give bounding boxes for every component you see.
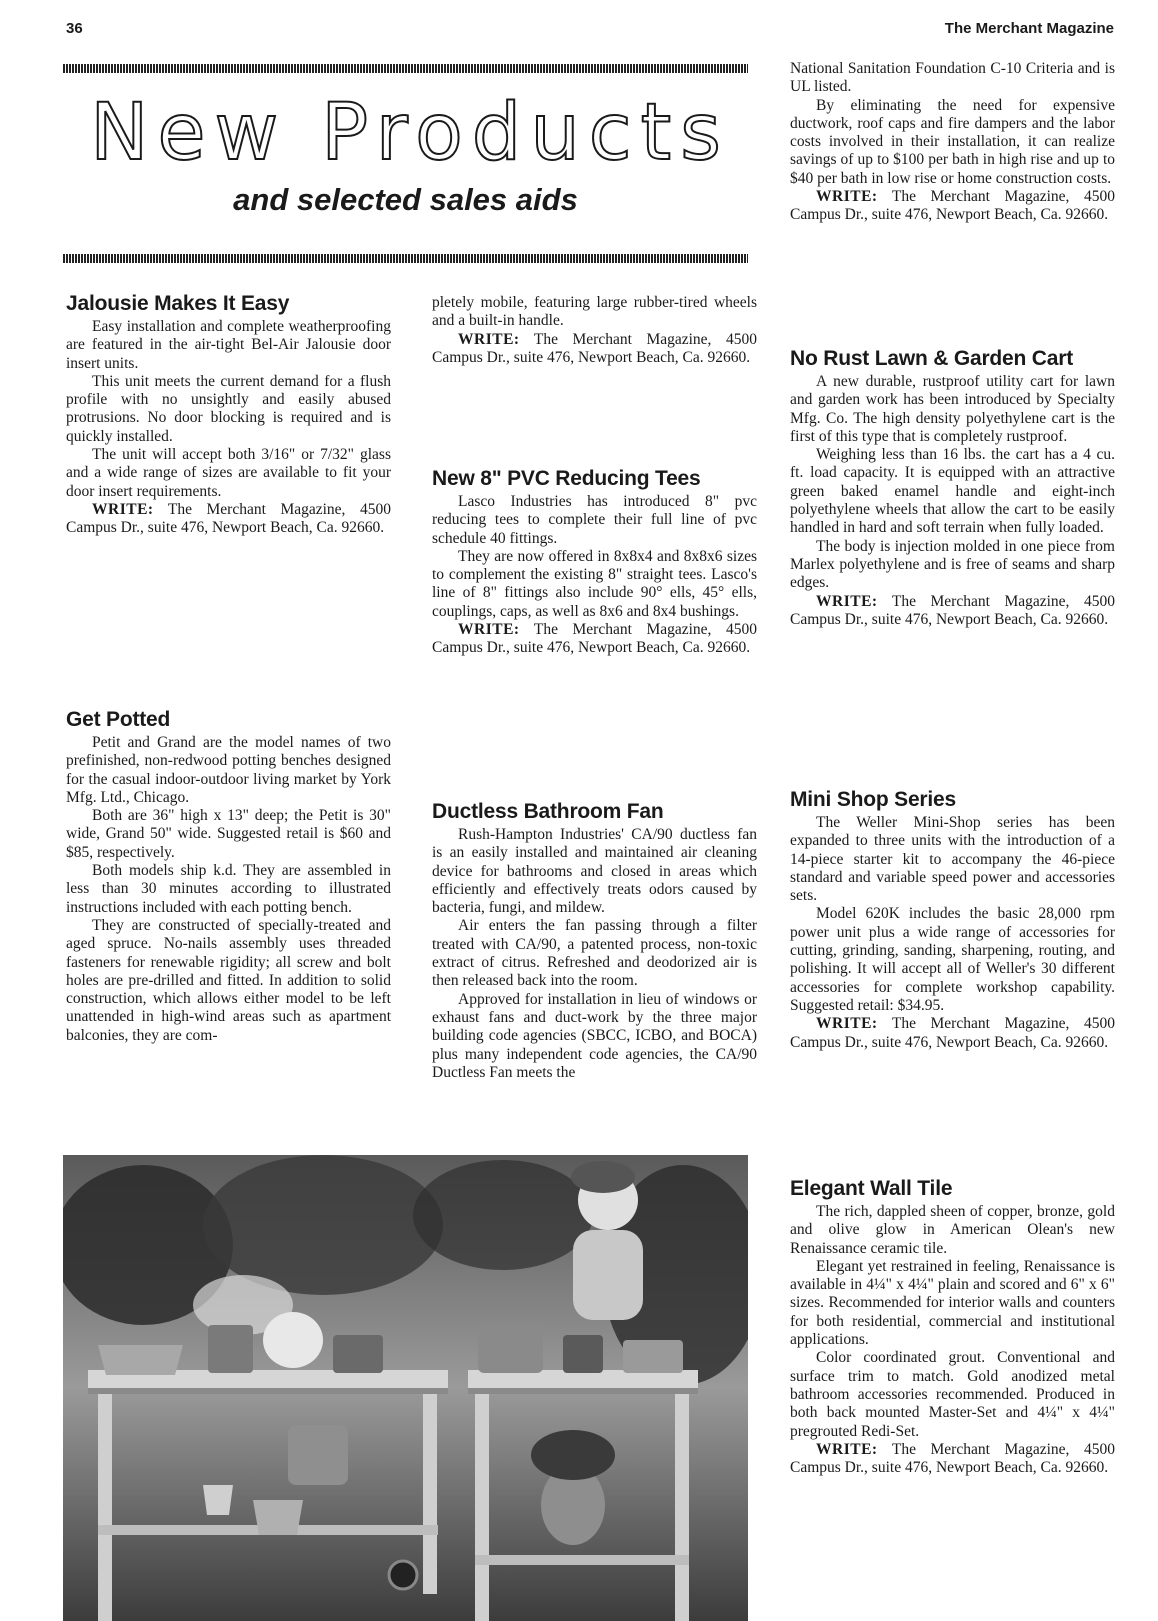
- article-ductless-fan: [432, 800, 757, 1082]
- write-address: The Merchant Magazine, 4500 Campus Dr., suite 476, Newport Beach, Ca. 92660.: [790, 1015, 1115, 1051]
- article-mini-shop: [790, 788, 1115, 1052]
- paragraph: Both are 36" high x 13" deep; the Petit is 30" wide, Grand 50" wide. Suggested retail is $60 and $85, respectively.: [66, 807, 391, 861]
- write-address: The Merchant Magazine, 4500 Campus Dr., suite 476, Newport Beach, Ca. 92660.: [432, 330, 757, 366]
- article-title: New 8" PVC Reducing Tees: [432, 467, 701, 490]
- paragraph: Easy installation and complete weatherproofing are featured in the air-tight Bel-Air Jalousie door insert units.: [66, 318, 391, 372]
- paragraph: They are now offered in 8x8x4 and 8x8x6 sizes to complement the existing 8" straight tees. Lasco's line of 8" fittings also include 90° ells, 45° ells, couplings, caps, as well as 8x6 and 8x4 bushings.: [432, 547, 757, 620]
- write-block: [790, 188, 1115, 225]
- magazine-name: The Merchant Magazine: [944, 20, 1114, 37]
- write-address: The Merchant Magazine, 4500 Campus Dr., suite 476, Newport Beach, Ca. 92660.: [790, 188, 1115, 224]
- paragraph: National Sanitation Foundation C-10 Criteria and is UL listed.: [790, 60, 1115, 96]
- article-title: Ductless Bathroom Fan: [432, 800, 664, 823]
- write-label: WRITE:: [458, 621, 520, 639]
- paragraph: By eliminating the need for expensive ductwork, roof caps and fire dampers and the labor costs involved in their installation, it can realize savings of up to $100 per bath in high rise and up to $40 per bath in low rise or home construction costs.: [790, 96, 1115, 187]
- write-address: The Merchant Magazine, 4500 Campus Dr., suite 476, Newport Beach, Ca. 92660.: [66, 500, 391, 537]
- article-pvc-tees: [432, 467, 757, 658]
- write-label: WRITE:: [816, 188, 878, 206]
- write-block: [66, 501, 391, 538]
- write-address: The Merchant Magazine, 4500 Campus Dr., suite 476, Newport Beach, Ca. 92660.: [790, 1440, 1115, 1477]
- write-label: WRITE:: [816, 1440, 878, 1458]
- write-address: The Merchant Magazine, 4500 Campus Dr., suite 476, Newport Beach, Ca. 92660.: [790, 592, 1115, 628]
- paragraph: This unit meets the current demand for a flush profile with no unsightly and easily abused protrusions. No door blocking is required and is quickly installed.: [66, 372, 391, 445]
- potting-bench-illustration: [63, 1155, 748, 1621]
- write-block: [432, 331, 757, 368]
- article-title: Elegant Wall Tile: [790, 1177, 953, 1200]
- write-label: WRITE:: [458, 330, 520, 348]
- article-ductless-fan-continued: [790, 60, 1115, 225]
- article-lawn-cart: [790, 347, 1115, 629]
- paragraph: Petit and Grand are the model names of two prefinished, non-redwood potting benches designed for the casual indoor-outdoor living market by York Mfg. Ltd., Chicago.: [66, 734, 391, 806]
- article-jalousie: [66, 292, 391, 538]
- article-wall-tile: [790, 1177, 1115, 1477]
- write-block: [790, 1441, 1115, 1478]
- banner-title: New Products: [90, 88, 730, 178]
- page-number: 36: [66, 20, 83, 37]
- write-label: WRITE:: [816, 592, 878, 610]
- paragraph: Both models ship k.d. They are assembled in less than 30 minutes according to illustrated instructions included with each potting bench.: [66, 862, 391, 916]
- article-title: No Rust Lawn & Garden Cart: [790, 347, 1073, 370]
- paragraph: The Weller Mini-Shop series has been expanded to three units with the introduction of a 14-piece starter kit to accompany the 46-piece standard and variable speed power and accessories sets.: [790, 814, 1115, 905]
- paragraph: Elegant yet restrained in feeling, Renaissance is available in 4¼" x 4¼" plain and scored and 6" x 6" sizes. Recommended for interior walls and counters for both residential, commercial and institutional applications.: [790, 1257, 1115, 1349]
- paragraph: They are constructed of specially-treated and aged spruce. No-nails assembly uses threaded fasteners for renewable rigidity; all screw and bolt holes are pre-drilled and fitted. In addition to solid construction, which allows either model to be left unattended in high-wind areas such as apartment balconies, they are com-: [66, 916, 391, 1044]
- write-block: [790, 593, 1115, 630]
- paragraph: Approved for installation in lieu of windows or exhaust fans and duct-work by the three major building code agencies (SBCC, ICBO, and BOCA) plus many independent code agencies, the CA/90 Ductless Fan meets the: [432, 990, 757, 1081]
- article-title: Get Potted: [66, 708, 171, 731]
- paragraph: The rich, dappled sheen of copper, bronze, gold and olive glow in American Olean's new Renaissance ceramic tile.: [790, 1203, 1115, 1257]
- paragraph: Color coordinated grout. Conventional and surface trim to match. Gold anodized metal bathroom accessories recommended. Produced in both back mounted Master-Set and 4¼" x 4¼" pregrouted Redi-Set.: [790, 1349, 1115, 1440]
- banner-subtitle: and selected sales aids: [233, 182, 578, 217]
- article-title: Mini Shop Series: [790, 788, 956, 811]
- write-block: [790, 1015, 1115, 1052]
- paragraph: Lasco Industries has introduced 8" pvc reducing tees to complete their full line of pvc schedule 40 fittings.: [432, 493, 757, 547]
- banner-bottom-rule: [63, 254, 748, 263]
- paragraph: Model 620K includes the basic 28,000 rpm power unit plus a wide range of accessories for cutting, grinding, sanding, sharpening, routing, and polishing. It will accept all of Weller's 30 different accessories for complete workshop capability. Suggested retail: $34.95.: [790, 905, 1115, 1014]
- paragraph: pletely mobile, featuring large rubber-tired wheels and a built-in handle.: [432, 294, 757, 330]
- article-get-potted: [66, 708, 391, 1045]
- paragraph: Weighing less than 16 lbs. the cart has a 4 cu. ft. load capacity. It is equipped with an attractive green baked enamel handle and eight-inch polyethylene wheels that allow the cart to be easily handled in hard and soft terrain when fully loaded.: [790, 446, 1115, 537]
- banner-top-rule: [63, 64, 748, 73]
- write-label: WRITE:: [816, 1015, 878, 1033]
- write-label: WRITE:: [92, 500, 154, 518]
- paragraph: Rush-Hampton Industries' CA/90 ductless fan is an easily installed and maintained air cleaning device for bathrooms and closed in areas which efficiently and effectively treats odors caused by bacteria, fungi, and mildew.: [432, 826, 757, 917]
- paragraph: The unit will accept both 3/16" or 7/32" glass and a wide range of sizes are available to fit your door insert requirements.: [66, 446, 391, 500]
- article-get-potted-continued: [432, 294, 757, 367]
- write-address: The Merchant Magazine, 4500 Campus Dr., suite 476, Newport Beach, Ca. 92660.: [432, 621, 757, 657]
- paragraph: Air enters the fan passing through a filter treated with CA/90, a patented process, non-toxic extract of citrus. Refreshed and deodorized air is then released back into the room.: [432, 917, 757, 990]
- paragraph: The body is injection molded in one piece from Marlex polyethylene and is free of seams and sharp edges.: [790, 537, 1115, 592]
- article-title: Jalousie Makes It Easy: [66, 292, 290, 315]
- potting-bench-photo: [63, 1155, 748, 1621]
- paragraph: A new durable, rustproof utility cart for lawn and garden work has been introduced by Specialty Mfg. Co. The high density polyethylene cart is the first of this type that is completely rustproof.: [790, 373, 1115, 445]
- write-block: [432, 621, 757, 658]
